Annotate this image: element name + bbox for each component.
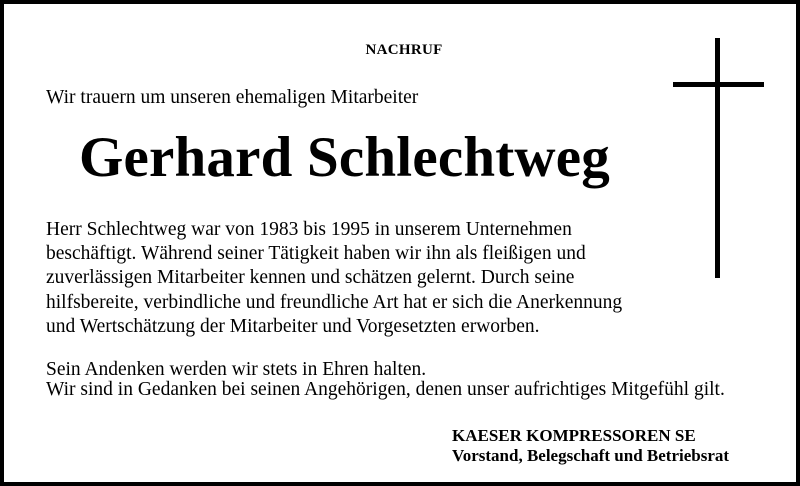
closing-line: Wir sind in Gedanken bei seinen Angehörigen, denen unser aufrichtiges Mitgefühl gilt. (46, 378, 725, 400)
deceased-name: Gerhard Schlechtweg (79, 126, 610, 189)
closing-paragraph (46, 360, 725, 399)
intro-line: Wir trauern um unseren ehemaligen Mitarbeiter (46, 87, 419, 108)
tribute-line: und Wertschätzung der Mitarbeiter und Vorgesetzten erworben. (46, 315, 540, 337)
signature-group: Vorstand, Belegschaft und Betriebsrat (452, 446, 730, 465)
tribute-paragraph (46, 218, 766, 339)
tribute-line: Herr Schlechtweg war von 1983 bis 1995 in unserem Unternehmen (46, 219, 572, 240)
closing-line: Sein Andenken werden wir stets in Ehren halten. (46, 359, 427, 380)
tribute-line: zuverlässigen Mitarbeiter kennen und schätzen gelernt. Durch seine (46, 267, 575, 289)
cross-horizontal-beam (673, 82, 764, 87)
signature-company: KAESER KOMPRESSOREN SE (452, 426, 696, 445)
signature-block (452, 426, 729, 466)
tribute-line: hilfsbereite, verbindliche und freundliche Art hat er sich die Anerkennung (46, 291, 623, 313)
tribute-line: beschäftigt. Während seiner Tätigkeit haben wir ihn als fleißigen und (46, 243, 586, 265)
notice-heading: NACHRUF (365, 42, 443, 58)
